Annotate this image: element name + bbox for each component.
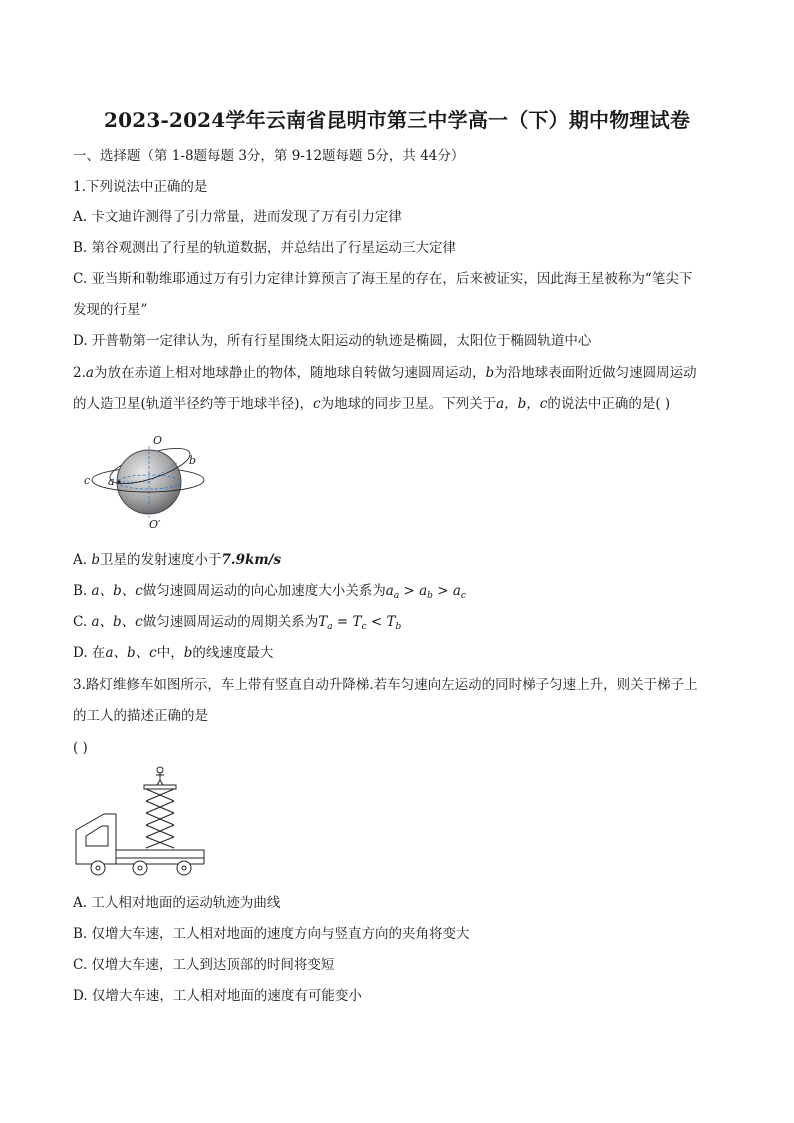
q2-a-value: 7.9km/s	[221, 552, 282, 568]
q2-c-vars: a、b、c	[91, 614, 143, 630]
point-a	[117, 480, 120, 483]
q2-var-b: b	[485, 365, 495, 381]
q2-d-prefix: D. 在	[73, 645, 106, 661]
wheel-rear	[177, 861, 191, 875]
q2-a-var: b	[91, 552, 100, 568]
truck-lift-figure	[74, 764, 208, 878]
label-a: a	[108, 475, 115, 488]
worker-head	[157, 767, 163, 773]
q2-c-relation: $T_a = T_c < T_b$	[318, 614, 402, 632]
q1-option-a: A. 卡文迪许测得了引力常量，进而发现了万有引力定律	[73, 209, 402, 225]
q2-var-a: a	[85, 365, 94, 381]
q3-stem-line2: 的工人的描述正确的是	[73, 708, 208, 724]
q1-option-b: B. 第谷观测出了行星的轨道数据，并总结出了行星运动三大定律	[73, 240, 457, 256]
q2-a-prefix: A.	[73, 552, 92, 568]
q2-option-d	[73, 644, 273, 662]
q1-stem: 1.下列说法中正确的是	[73, 179, 208, 195]
q2-var-c: c	[313, 396, 321, 412]
q2-b-prefix: B.	[73, 583, 92, 599]
label-c: c	[84, 474, 91, 487]
q2-text1: 为放在赤道上相对地球静止的物体，随地球自转做匀速圆周运动，	[93, 365, 486, 381]
q2-a-text: 卫星的发射速度小于	[100, 552, 222, 568]
wheel-front	[91, 861, 105, 875]
q2-abc: a，b，c	[496, 396, 548, 412]
q2-d-text: 的线速度最大	[192, 645, 274, 661]
wheel-middle	[133, 861, 147, 875]
q2-b-vars: a、b、c	[91, 583, 143, 599]
q2-option-c	[73, 613, 401, 636]
q3-option-a: A. 工人相对地面的运动轨迹为曲线	[73, 895, 281, 911]
scissor-lift	[146, 789, 174, 848]
lift-platform	[144, 785, 176, 789]
q1-option-d: D. 开普勒第一定律认为，所有行星围绕太阳运动的轨迹是椭圆，太阳位于椭圆轨道中心	[73, 333, 592, 349]
q2-option-a	[73, 551, 281, 569]
cab-window	[86, 826, 108, 846]
earth-orbit-figure	[82, 432, 214, 532]
q2-text2: 为沿地球表面附近做匀速圆周运动	[494, 365, 697, 381]
q3-answer-paren: ( )	[73, 740, 88, 756]
truck-cab	[76, 814, 116, 864]
q2-d-vars: a、b、c	[105, 645, 157, 661]
q2-l2-text1: 的人造卫星(轨道半径约等于地球半径)，	[73, 396, 314, 412]
q3-stem-line1: 3.路灯维修车如图所示，车上带有竖直自动升降梯.若车匀速向左运动的同时梯子匀速上升，则关于梯子上	[73, 677, 698, 693]
label-b: b	[189, 454, 197, 467]
q2-b-text: 做匀速圆周运动的向心加速度大小关系为	[142, 583, 386, 599]
q2-d-mid: 中，	[156, 645, 184, 661]
q3-option-d: D. 仅增大车速，工人相对地面的速度有可能变小	[73, 988, 362, 1004]
section-heading: 一、选择题（第 1-8题每题 3分，第 9-12题每题 5分，共 44分）	[73, 148, 465, 164]
q2-option-b	[73, 582, 466, 605]
q2-l2-text2: 为地球的同步卫星。下列关于	[320, 396, 497, 412]
label-O: O	[153, 434, 163, 447]
q2-c-prefix: C.	[73, 614, 92, 630]
q2-c-text: 做匀速圆周运动的周期关系为	[142, 614, 319, 630]
q2-number: 2.	[73, 365, 86, 381]
q1-option-c-line2: 发现的行星”	[73, 302, 148, 318]
q2-b-relation: $a_a > a_b > a_c$	[385, 583, 466, 601]
q3-option-c: C. 仅增大车速，工人到达顶部的时间将变短	[73, 957, 335, 973]
label-O-prime: O′	[149, 518, 161, 531]
q3-option-b: B. 仅增大车速，工人相对地面的速度方向与竖直方向的夹角将变大	[73, 926, 470, 942]
page-title: 2023-2024学年云南省昆明市第三中学高一（下）期中物理试卷	[103, 108, 691, 132]
q2-stem-line1	[73, 364, 697, 382]
q2-d-var: b	[183, 645, 193, 661]
q2-stem-line2	[73, 395, 670, 413]
q2-l2-text3: 的说法中正确的是( )	[547, 396, 671, 412]
truck-bed	[116, 850, 204, 858]
q1-option-c-line1: C. 亚当斯和勒维耶通过万有引力定律计算预言了海王星的存在，后来被证实，因此海王星被称为“笔尖下	[73, 271, 693, 287]
